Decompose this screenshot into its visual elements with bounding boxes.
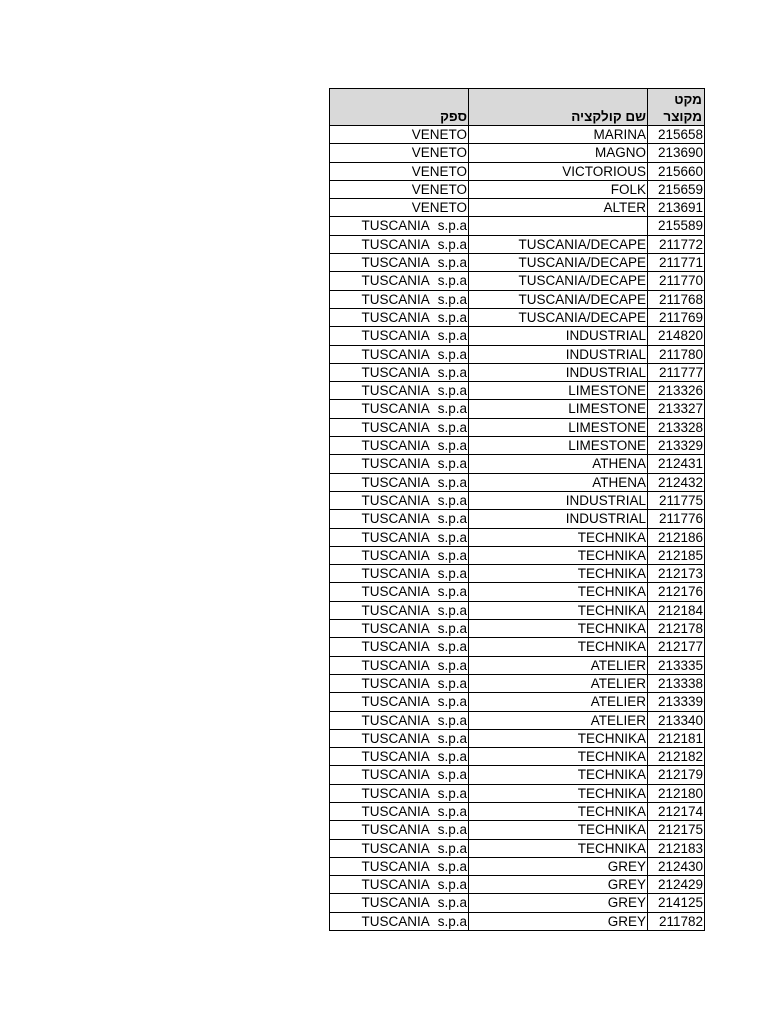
supplier-cell: TUSCANIA s.p.a xyxy=(330,620,469,638)
table-row xyxy=(330,199,705,217)
table-row xyxy=(330,162,705,180)
table-row xyxy=(330,491,705,509)
supplier-cell: TUSCANIA s.p.a xyxy=(330,857,469,875)
collection-cell: ATELIER xyxy=(469,711,648,729)
supplier-cell: TUSCANIA s.p.a xyxy=(330,802,469,820)
table-row xyxy=(330,510,705,528)
table-row xyxy=(330,235,705,253)
sku-cell: 213329 xyxy=(648,437,705,455)
collection-cell: TECHNIKA xyxy=(469,620,648,638)
collection-cell: TECHNIKA xyxy=(469,565,648,583)
supplier-cell: VENETO xyxy=(330,144,469,162)
sku-cell: 211771 xyxy=(648,254,705,272)
table-row xyxy=(330,656,705,674)
sku-cell: 213691 xyxy=(648,199,705,217)
supplier-cell: TUSCANIA s.p.a xyxy=(330,235,469,253)
table-row xyxy=(330,674,705,692)
header-supplier: ספק xyxy=(330,89,469,126)
sku-cell: 211777 xyxy=(648,363,705,381)
table-body xyxy=(330,126,705,931)
supplier-cell: TUSCANIA s.p.a xyxy=(330,601,469,619)
sku-cell: 213326 xyxy=(648,382,705,400)
sku-cell: 213340 xyxy=(648,711,705,729)
collection-cell: ATELIER xyxy=(469,693,648,711)
table-row xyxy=(330,437,705,455)
sku-cell: 211775 xyxy=(648,491,705,509)
table-row xyxy=(330,308,705,326)
collection-cell xyxy=(469,217,648,235)
supplier-cell: TUSCANIA s.p.a xyxy=(330,693,469,711)
table-row xyxy=(330,546,705,564)
supplier-cell: TUSCANIA s.p.a xyxy=(330,382,469,400)
collection-cell: TECHNIKA xyxy=(469,601,648,619)
supplier-cell: TUSCANIA s.p.a xyxy=(330,656,469,674)
table-header-row xyxy=(330,89,705,126)
sku-cell: 213327 xyxy=(648,400,705,418)
supplier-cell: TUSCANIA s.p.a xyxy=(330,217,469,235)
table-row xyxy=(330,565,705,583)
supplier-cell: TUSCANIA s.p.a xyxy=(330,272,469,290)
collection-cell: TECHNIKA xyxy=(469,729,648,747)
supplier-cell: TUSCANIA s.p.a xyxy=(330,510,469,528)
sku-cell: 212174 xyxy=(648,802,705,820)
table-row xyxy=(330,363,705,381)
table-row xyxy=(330,784,705,802)
sku-cell: 212431 xyxy=(648,455,705,473)
product-table xyxy=(329,88,705,931)
collection-cell: ALTER xyxy=(469,199,648,217)
collection-cell: INDUSTRIAL xyxy=(469,327,648,345)
table-row xyxy=(330,876,705,894)
collection-cell: INDUSTRIAL xyxy=(469,363,648,381)
collection-cell: TECHNIKA xyxy=(469,784,648,802)
collection-cell: MAGNO xyxy=(469,144,648,162)
table-row xyxy=(330,473,705,491)
table-row xyxy=(330,821,705,839)
supplier-cell: TUSCANIA s.p.a xyxy=(330,876,469,894)
collection-cell: TUSCANIA/DECAPE xyxy=(469,235,648,253)
collection-cell: LIMESTONE xyxy=(469,382,648,400)
table-row xyxy=(330,620,705,638)
table-row xyxy=(330,638,705,656)
supplier-cell: TUSCANIA s.p.a xyxy=(330,638,469,656)
table-row xyxy=(330,144,705,162)
table-row xyxy=(330,290,705,308)
sku-cell: 212176 xyxy=(648,583,705,601)
sku-cell: 212430 xyxy=(648,857,705,875)
supplier-cell: TUSCANIA s.p.a xyxy=(330,546,469,564)
supplier-cell: TUSCANIA s.p.a xyxy=(330,729,469,747)
supplier-cell: TUSCANIA s.p.a xyxy=(330,583,469,601)
supplier-cell: VENETO xyxy=(330,162,469,180)
supplier-cell: TUSCANIA s.p.a xyxy=(330,839,469,857)
collection-cell: GREY xyxy=(469,894,648,912)
collection-cell: ATHENA xyxy=(469,455,648,473)
collection-cell: LIMESTONE xyxy=(469,418,648,436)
supplier-cell: TUSCANIA s.p.a xyxy=(330,491,469,509)
collection-cell: MARINA xyxy=(469,126,648,144)
sku-cell: 211776 xyxy=(648,510,705,528)
sku-cell: 211770 xyxy=(648,272,705,290)
table-row xyxy=(330,748,705,766)
supplier-cell: TUSCANIA s.p.a xyxy=(330,528,469,546)
collection-cell: GREY xyxy=(469,876,648,894)
supplier-cell: TUSCANIA s.p.a xyxy=(330,400,469,418)
supplier-cell: TUSCANIA s.p.a xyxy=(330,437,469,455)
sku-cell: 215659 xyxy=(648,180,705,198)
sku-cell: 214125 xyxy=(648,894,705,912)
supplier-cell: TUSCANIA s.p.a xyxy=(330,565,469,583)
sku-cell: 211769 xyxy=(648,308,705,326)
sku-cell: 213335 xyxy=(648,656,705,674)
collection-cell: TUSCANIA/DECAPE xyxy=(469,254,648,272)
table-row xyxy=(330,766,705,784)
collection-cell: FOLK xyxy=(469,180,648,198)
table-row xyxy=(330,729,705,747)
table-row xyxy=(330,711,705,729)
table-row xyxy=(330,528,705,546)
table-row xyxy=(330,839,705,857)
sku-cell: 212180 xyxy=(648,784,705,802)
collection-cell: TECHNIKA xyxy=(469,748,648,766)
supplier-cell: VENETO xyxy=(330,126,469,144)
table-row xyxy=(330,418,705,436)
supplier-cell: TUSCANIA s.p.a xyxy=(330,674,469,692)
collection-cell: TECHNIKA xyxy=(469,802,648,820)
table-row xyxy=(330,583,705,601)
supplier-cell: TUSCANIA s.p.a xyxy=(330,912,469,930)
collection-cell: TECHNIKA xyxy=(469,839,648,857)
supplier-cell: TUSCANIA s.p.a xyxy=(330,473,469,491)
collection-cell: TECHNIKA xyxy=(469,821,648,839)
table-row xyxy=(330,126,705,144)
sku-cell: 212429 xyxy=(648,876,705,894)
supplier-cell: VENETO xyxy=(330,199,469,217)
sku-cell: 212432 xyxy=(648,473,705,491)
table-row xyxy=(330,382,705,400)
collection-cell: LIMESTONE xyxy=(469,400,648,418)
sku-cell: 215658 xyxy=(648,126,705,144)
sku-cell: 212178 xyxy=(648,620,705,638)
collection-cell: INDUSTRIAL xyxy=(469,510,648,528)
sku-cell: 213339 xyxy=(648,693,705,711)
supplier-cell: TUSCANIA s.p.a xyxy=(330,290,469,308)
sku-cell: 211772 xyxy=(648,235,705,253)
collection-cell: TECHNIKA xyxy=(469,638,648,656)
sku-cell: 212177 xyxy=(648,638,705,656)
supplier-cell: TUSCANIA s.p.a xyxy=(330,894,469,912)
sku-cell: 212179 xyxy=(648,766,705,784)
collection-cell: ATHENA xyxy=(469,473,648,491)
supplier-cell: VENETO xyxy=(330,180,469,198)
table-row xyxy=(330,455,705,473)
collection-cell: LIMESTONE xyxy=(469,437,648,455)
sku-cell: 213328 xyxy=(648,418,705,436)
table-row xyxy=(330,912,705,930)
table-row xyxy=(330,802,705,820)
supplier-cell: TUSCANIA s.p.a xyxy=(330,766,469,784)
collection-cell: TECHNIKA xyxy=(469,528,648,546)
sku-cell: 213338 xyxy=(648,674,705,692)
sku-cell: 212182 xyxy=(648,748,705,766)
table-row xyxy=(330,254,705,272)
collection-cell: VICTORIOUS xyxy=(469,162,648,180)
supplier-cell: TUSCANIA s.p.a xyxy=(330,748,469,766)
sku-cell: 211768 xyxy=(648,290,705,308)
supplier-cell: TUSCANIA s.p.a xyxy=(330,418,469,436)
sku-cell: 214820 xyxy=(648,327,705,345)
sku-cell: 212183 xyxy=(648,839,705,857)
collection-cell: TECHNIKA xyxy=(469,766,648,784)
supplier-cell: TUSCANIA s.p.a xyxy=(330,345,469,363)
collection-cell: TUSCANIA/DECAPE xyxy=(469,272,648,290)
collection-cell: ATELIER xyxy=(469,656,648,674)
collection-cell: INDUSTRIAL xyxy=(469,491,648,509)
sku-cell: 215660 xyxy=(648,162,705,180)
supplier-cell: TUSCANIA s.p.a xyxy=(330,363,469,381)
collection-cell: GREY xyxy=(469,912,648,930)
sku-cell: 212173 xyxy=(648,565,705,583)
sku-cell: 212181 xyxy=(648,729,705,747)
supplier-cell: TUSCANIA s.p.a xyxy=(330,455,469,473)
sku-cell: 211782 xyxy=(648,912,705,930)
supplier-cell: TUSCANIA s.p.a xyxy=(330,711,469,729)
collection-cell: ATELIER xyxy=(469,674,648,692)
header-short-sku: מקט מקוצר xyxy=(648,89,705,126)
table-row xyxy=(330,857,705,875)
sku-cell: 212175 xyxy=(648,821,705,839)
table-row xyxy=(330,400,705,418)
table-row xyxy=(330,693,705,711)
supplier-cell: TUSCANIA s.p.a xyxy=(330,327,469,345)
sku-cell: 211780 xyxy=(648,345,705,363)
sku-cell: 212184 xyxy=(648,601,705,619)
collection-cell: INDUSTRIAL xyxy=(469,345,648,363)
collection-cell: TUSCANIA/DECAPE xyxy=(469,290,648,308)
sku-cell: 215589 xyxy=(648,217,705,235)
table-row xyxy=(330,345,705,363)
supplier-cell: TUSCANIA s.p.a xyxy=(330,784,469,802)
table-row xyxy=(330,601,705,619)
table-row xyxy=(330,327,705,345)
collection-cell: GREY xyxy=(469,857,648,875)
collection-cell: TECHNIKA xyxy=(469,583,648,601)
collection-cell: TUSCANIA/DECAPE xyxy=(469,308,648,326)
sku-cell: 212185 xyxy=(648,546,705,564)
supplier-cell: TUSCANIA s.p.a xyxy=(330,308,469,326)
sku-cell: 212186 xyxy=(648,528,705,546)
table-row xyxy=(330,180,705,198)
collection-cell: TECHNIKA xyxy=(469,546,648,564)
table-row xyxy=(330,217,705,235)
sku-cell: 213690 xyxy=(648,144,705,162)
header-collection-name: שם קולקציה xyxy=(469,89,648,126)
table-row xyxy=(330,272,705,290)
supplier-cell: TUSCANIA s.p.a xyxy=(330,821,469,839)
table-row xyxy=(330,894,705,912)
supplier-cell: TUSCANIA s.p.a xyxy=(330,254,469,272)
